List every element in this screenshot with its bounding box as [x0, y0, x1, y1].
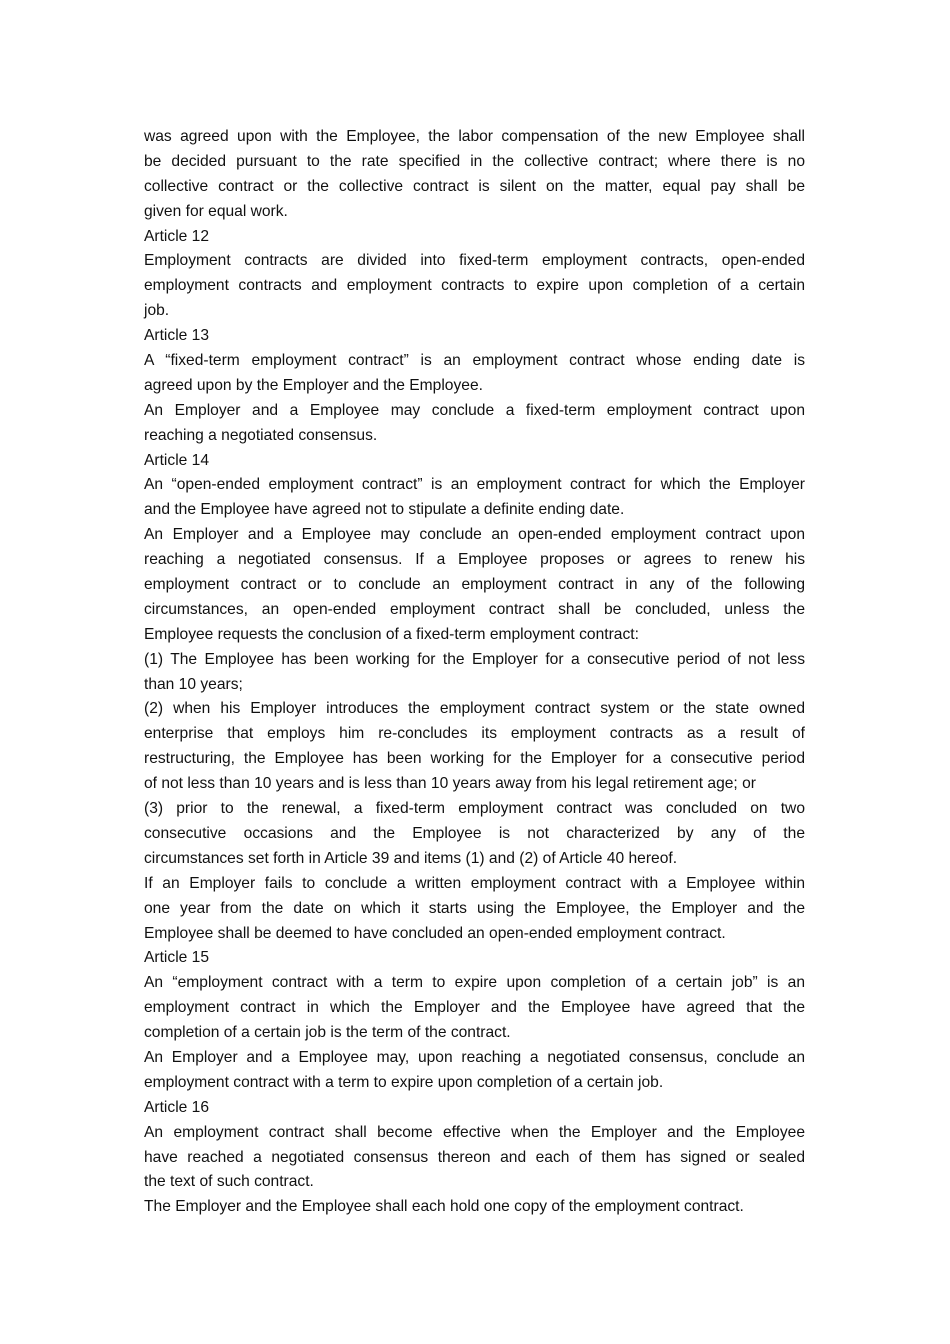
paragraph [144, 797, 805, 872]
paragraph [144, 125, 805, 225]
text-line: Article 14 [144, 451, 210, 469]
text-line: agreed upon by the Employer and the Employee. [144, 376, 483, 394]
paragraph [144, 1046, 805, 1096]
text-line: Employee shall be deemed to have concluded an open-ended employment contract. [144, 924, 726, 942]
text-line: restructuring, the Employee has been working for the Employer for a consecutive period [144, 750, 805, 768]
paragraph [144, 523, 805, 647]
text-line: than 10 years; [144, 675, 243, 693]
text-line: enterprise that employs him re-concludes its employment contracts as a result of [144, 725, 805, 743]
text-line: employment contract in which the Employer and the Employee have agreed that the [144, 999, 805, 1017]
text-line: Article 13 [144, 327, 210, 345]
paragraph [144, 349, 805, 399]
text-line: consecutive occasions and the Employee is not characterized by any of the [144, 824, 805, 842]
text-line: completion of a certain job is the term of the contract. [144, 1024, 511, 1042]
text-line: An employment contract shall become effective when the Employer and the Employee [144, 1123, 805, 1141]
article-heading [144, 1096, 805, 1121]
text-line: If an Employer fails to conclude a written employment contract with a Employee within [144, 874, 805, 892]
text-line: collective contract or the collective contract is silent on the matter, equal pay shall be [144, 177, 805, 195]
paragraph [144, 648, 805, 698]
text-line: An Employer and a Employee may conclude an open-ended employment contract upon [144, 526, 805, 544]
document-page [144, 125, 805, 1220]
text-line: An “employment contract with a term to expire upon completion of a certain job” is an [144, 974, 805, 992]
text-line: one year from the date on which it starts using the Employee, the Employer and the [144, 899, 805, 917]
text-line: of not less than 10 years and is less than 10 years away from his legal retirement age; or [144, 775, 756, 793]
text-line: circumstances, an open-ended employment contract shall be concluded, unless the [144, 600, 805, 618]
article-heading [144, 225, 805, 250]
text-line: job. [144, 302, 170, 320]
text-line: reaching a negotiated consensus. [144, 426, 378, 444]
text-line: Employee requests the conclusion of a fixed-term employment contract: [144, 625, 639, 643]
text-line: was agreed upon with the Employee, the labor compensation of the new Employee shall [144, 128, 805, 145]
article-heading [144, 946, 805, 971]
text-line: (3) prior to the renewal, a fixed-term employment contract was concluded on two [144, 800, 805, 818]
text-line: employment contracts and employment contracts to expire upon completion of a certain [144, 277, 805, 295]
text-line: Employment contracts are divided into fixed-term employment contracts, open-ended [144, 252, 805, 270]
text-line: have reached a negotiated consensus thereon and each of them has signed or sealed [144, 1148, 805, 1166]
text-line: A “fixed-term employment contract” is an employment contract whose ending date is [144, 352, 805, 370]
paragraph [144, 473, 805, 523]
article-heading [144, 324, 805, 349]
text-line: An Employer and a Employee may, upon reaching a negotiated consensus, conclude an [144, 1048, 805, 1066]
text-line: be decided pursuant to the rate specified in the collective contract; where there is no [144, 152, 805, 170]
text-line: circumstances set forth in Article 39 and items (1) and (2) of Article 40 hereof. [144, 849, 678, 867]
text-line: given for equal work. [144, 202, 288, 220]
text-line: the text of such contract. [144, 1173, 314, 1191]
text-line: Article 16 [144, 1098, 210, 1116]
text-line: An “open-ended employment contract” is an employment contract for which the Employer [144, 476, 805, 494]
paragraph [144, 872, 805, 947]
paragraph [144, 249, 805, 324]
paragraph [144, 1195, 805, 1220]
text-line: An Employer and a Employee may conclude a fixed-term employment contract upon [144, 401, 805, 419]
text-line: employment contract with a term to expire upon completion of a certain job. [144, 1073, 664, 1091]
text-line: employment contract or to conclude an employment contract in any of the following [144, 576, 805, 594]
text-line: (2) when his Employer introduces the employment contract system or the state owned [144, 700, 805, 718]
text-line: The Employer and the Employee shall each hold one copy of the employment contract. [144, 1198, 744, 1216]
paragraph [144, 971, 805, 1046]
text-line: Article 15 [144, 949, 210, 967]
paragraph [144, 1121, 805, 1196]
text-line: reaching a negotiated consensus. If a Employee proposes or agrees to renew his [144, 551, 805, 569]
text-line: and the Employee have agreed not to stipulate a definite ending date. [144, 501, 625, 519]
paragraph [144, 697, 805, 797]
paragraph [144, 399, 805, 449]
text-line: Article 12 [144, 227, 210, 245]
article-heading [144, 449, 805, 474]
text-line: (1) The Employee has been working for the Employer for a consecutive period of not less [144, 650, 805, 668]
